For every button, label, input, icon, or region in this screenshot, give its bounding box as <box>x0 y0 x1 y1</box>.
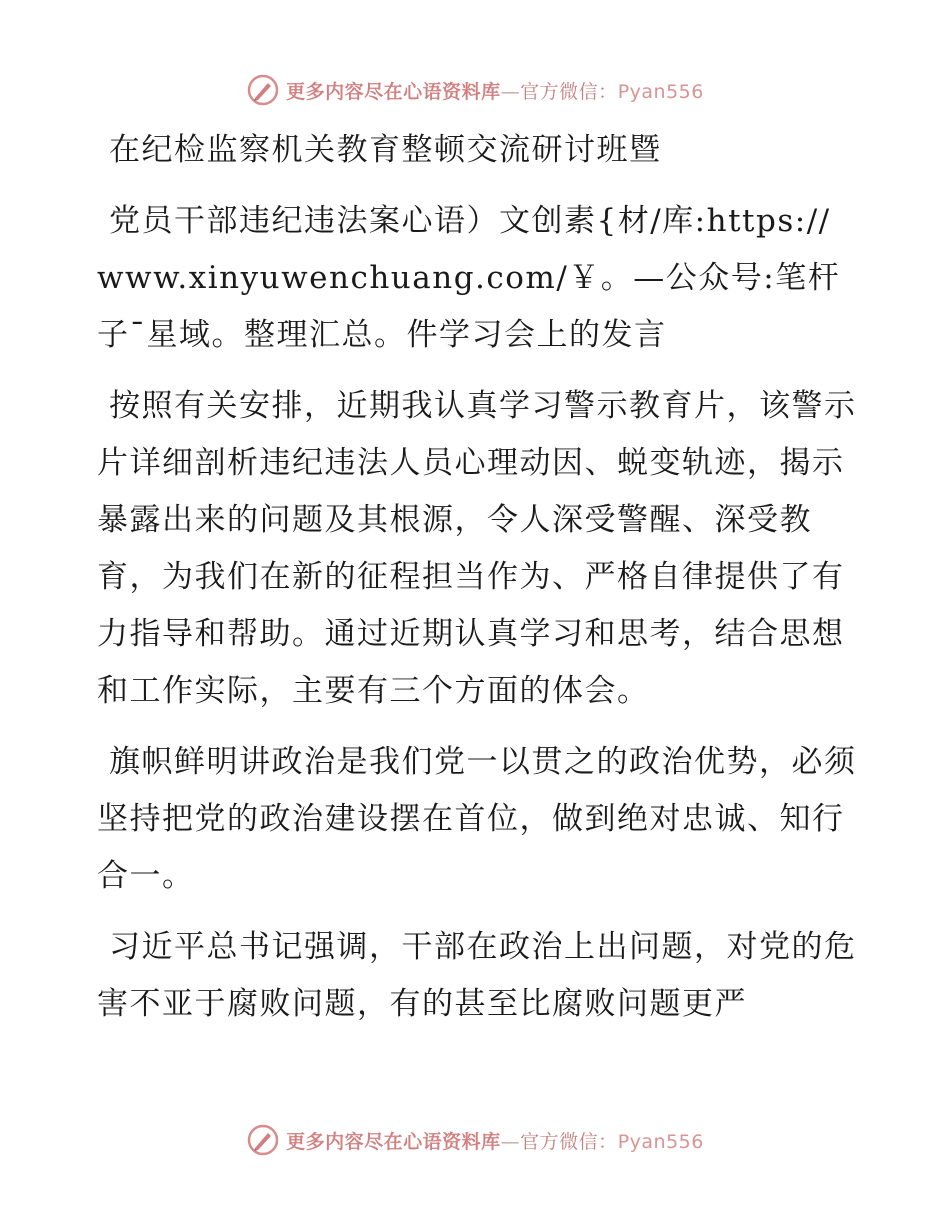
watermark-text <box>286 1127 704 1154</box>
document-body <box>97 122 857 1047</box>
watermark-text <box>286 77 704 104</box>
watermark-wechat-id: Pyan556 <box>617 80 704 103</box>
body-paragraph-intro: 按照有关安排，近期我认真学习警示教育片，该警示片详细剖析违纪违法人员心理动因、蜕变轨迹，揭示暴露出来的问题及其根源，令人深受警醒、深受教育，为我们在新的征程担当作为、严格自律提供了有力指导和帮助。通过近期认真学习和思考，结合思想和工作实际，主要有三个方面的体会。 <box>97 388 857 709</box>
pen-logo-icon <box>246 1123 280 1157</box>
body-paragraph-politics: 旗帜鲜明讲政治是我们党一以贯之的政治优势，必须坚持把党的政治建设摆在首位，做到绝对忠诚、知行合一。 <box>97 744 857 894</box>
header-watermark <box>0 70 950 110</box>
document-title-line: 在纪检监察机关教育整顿交流研讨班暨 <box>109 132 662 168</box>
watermark-site-text: 更多内容尽在心语资料库 <box>286 80 501 103</box>
watermark-dash: — <box>500 1130 521 1153</box>
watermark-wechat-id: Pyan556 <box>617 1130 704 1153</box>
watermark-official-text: 官方微信： <box>520 1130 618 1153</box>
watermark-site-text: 更多内容尽在心语资料库 <box>286 1130 501 1153</box>
pen-logo-icon <box>246 73 280 107</box>
watermark-official-text: 官方微信： <box>520 80 618 103</box>
document-subtitle-paragraph: 党员干部违纪违法案心语）文创素{材/库:https://www.xinyuwenchuang.com/￥。—公众号:笔杆子¯星域。整理汇总。件学习会上的发言 <box>97 203 841 353</box>
watermark-dash: — <box>500 80 521 103</box>
body-paragraph-quote: 习近平总书记强调，干部在政治上出问题，对党的危害不亚于腐败问题，有的甚至比腐败问题更严 <box>97 929 857 1022</box>
footer-watermark <box>0 1120 950 1160</box>
